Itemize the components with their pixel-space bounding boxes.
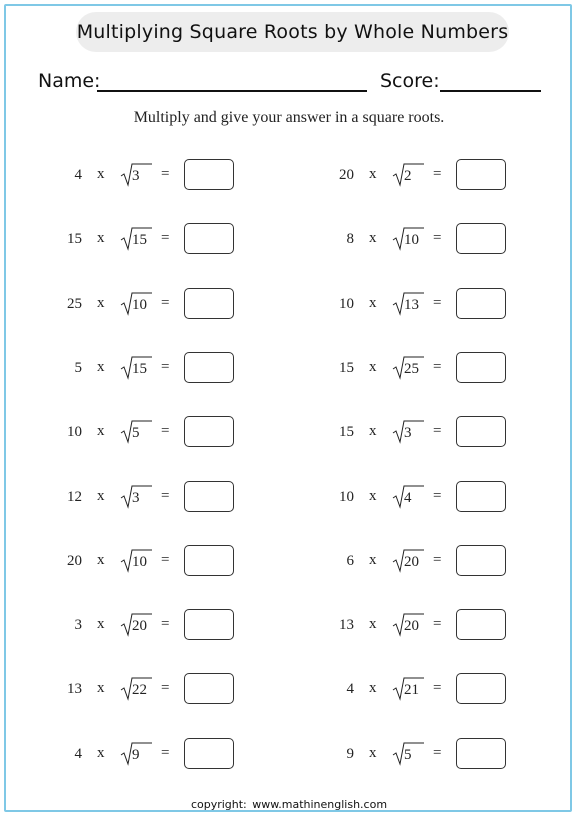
- equals-sign: =: [161, 359, 170, 375]
- answer-box[interactable]: [184, 545, 234, 576]
- square-root: [392, 290, 432, 316]
- name-label: Name:: [38, 70, 101, 92]
- problem-item: [0, 159, 260, 193]
- answer-box[interactable]: [184, 738, 234, 769]
- multiply-sign: x: [97, 616, 105, 632]
- problem-item: [272, 609, 532, 643]
- equals-sign: =: [161, 680, 170, 696]
- problem-item: [0, 288, 260, 322]
- problem-item: [272, 288, 532, 322]
- square-root: [120, 161, 160, 187]
- equals-sign: =: [433, 423, 442, 439]
- equals-sign: =: [161, 230, 170, 246]
- problem-item: [272, 416, 532, 450]
- equals-sign: =: [161, 616, 170, 632]
- multiply-sign: x: [97, 230, 105, 246]
- multiply-sign: x: [97, 423, 105, 439]
- whole-number: 6: [346, 553, 354, 569]
- multiply-sign: x: [97, 359, 105, 375]
- equals-sign: =: [161, 166, 170, 182]
- answer-box[interactable]: [456, 738, 506, 769]
- problem-item: [0, 609, 260, 643]
- square-root: [392, 354, 432, 380]
- equals-sign: =: [433, 359, 442, 375]
- square-root: [392, 161, 432, 187]
- problem-item: [272, 481, 532, 515]
- square-root: [120, 225, 160, 251]
- title-text: Multiplying Square Roots by Whole Numbers: [76, 21, 509, 43]
- answer-box[interactable]: [184, 673, 234, 704]
- equals-sign: =: [161, 423, 170, 439]
- score-label: Score:: [380, 70, 440, 92]
- footer: [0, 798, 578, 811]
- multiply-sign: x: [369, 745, 377, 761]
- equals-sign: =: [161, 295, 170, 311]
- score-line[interactable]: [440, 90, 541, 92]
- answer-box[interactable]: [184, 159, 234, 190]
- whole-number: 3: [74, 617, 82, 633]
- radicand: 3: [132, 168, 140, 184]
- radicand: 25: [404, 361, 419, 377]
- radicand: 10: [404, 232, 419, 248]
- square-root: [120, 418, 160, 444]
- answer-box[interactable]: [456, 352, 506, 383]
- whole-number: 10: [339, 296, 354, 312]
- equals-sign: =: [161, 488, 170, 504]
- radicand: 5: [404, 747, 412, 763]
- problem-item: [272, 352, 532, 386]
- equals-sign: =: [433, 488, 442, 504]
- whole-number: 9: [346, 746, 354, 762]
- radicand: 20: [404, 554, 419, 570]
- multiply-sign: x: [97, 745, 105, 761]
- problem-item: [0, 352, 260, 386]
- radicand: 15: [132, 361, 147, 377]
- square-root: [120, 354, 160, 380]
- whole-number: 13: [339, 617, 354, 633]
- multiply-sign: x: [97, 166, 105, 182]
- answer-box[interactable]: [456, 288, 506, 319]
- whole-number: 5: [74, 360, 82, 376]
- multiply-sign: x: [369, 166, 377, 182]
- whole-number: 15: [339, 360, 354, 376]
- multiply-sign: x: [369, 230, 377, 246]
- site-link[interactable]: www.mathinenglish.com: [252, 798, 388, 811]
- answer-box[interactable]: [456, 159, 506, 190]
- whole-number: 15: [67, 231, 82, 247]
- problem-item: [0, 545, 260, 579]
- multiply-sign: x: [97, 680, 105, 696]
- whole-number: 10: [67, 424, 82, 440]
- radicand: 21: [404, 682, 419, 698]
- square-root: [120, 611, 160, 637]
- answer-box[interactable]: [184, 352, 234, 383]
- answer-box[interactable]: [456, 609, 506, 640]
- radicand: 20: [404, 618, 419, 634]
- equals-sign: =: [433, 680, 442, 696]
- equals-sign: =: [433, 295, 442, 311]
- equals-sign: =: [433, 230, 442, 246]
- multiply-sign: x: [97, 295, 105, 311]
- whole-number: 10: [339, 489, 354, 505]
- instructions: Multiply and give your answer in a square roots.: [133, 109, 445, 126]
- whole-number: 8: [346, 231, 354, 247]
- radicand: 22: [132, 682, 147, 698]
- answer-box[interactable]: [456, 481, 506, 512]
- equals-sign: =: [433, 166, 442, 182]
- answer-box[interactable]: [184, 288, 234, 319]
- square-root: [392, 225, 432, 251]
- square-root: [392, 611, 432, 637]
- multiply-sign: x: [369, 488, 377, 504]
- problem-item: [0, 738, 260, 772]
- problem-item: [0, 223, 260, 257]
- problem-item: [272, 673, 532, 707]
- whole-number: 4: [74, 167, 82, 183]
- radicand: 4: [404, 490, 412, 506]
- square-root: [392, 675, 432, 701]
- radicand: 5: [132, 425, 140, 441]
- problem-item: [272, 545, 532, 579]
- square-root: [392, 483, 432, 509]
- answer-box[interactable]: [456, 673, 506, 704]
- radicand: 9: [132, 747, 140, 763]
- whole-number: 25: [67, 296, 82, 312]
- radicand: 10: [132, 554, 147, 570]
- radicand: 3: [404, 425, 412, 441]
- multiply-sign: x: [369, 616, 377, 632]
- square-root: [392, 418, 432, 444]
- answer-box[interactable]: [456, 223, 506, 254]
- radicand: 20: [132, 618, 147, 634]
- square-root: [392, 547, 432, 573]
- equals-sign: =: [433, 745, 442, 761]
- whole-number: 20: [339, 167, 354, 183]
- whole-number: 4: [74, 746, 82, 762]
- problem-item: [272, 159, 532, 193]
- answer-box[interactable]: [184, 223, 234, 254]
- square-root: [392, 740, 432, 766]
- problem-item: [272, 223, 532, 257]
- square-root: [120, 483, 160, 509]
- square-root: [120, 740, 160, 766]
- problem-item: [0, 416, 260, 450]
- radicand: 3: [132, 490, 140, 506]
- problem-item: [0, 673, 260, 707]
- equals-sign: =: [161, 552, 170, 568]
- equals-sign: =: [433, 616, 442, 632]
- copyright-label: copyright:: [190, 798, 247, 811]
- square-root: [120, 547, 160, 573]
- answer-box[interactable]: [456, 545, 506, 576]
- square-root: [120, 675, 160, 701]
- radicand: 15: [132, 232, 147, 248]
- problem-item: [272, 738, 532, 772]
- multiply-sign: x: [369, 423, 377, 439]
- answer-box[interactable]: [456, 416, 506, 447]
- whole-number: 13: [67, 681, 82, 697]
- name-line[interactable]: [97, 90, 367, 92]
- whole-number: 20: [67, 553, 82, 569]
- multiply-sign: x: [369, 552, 377, 568]
- radicand: 13: [404, 297, 419, 313]
- multiply-sign: x: [369, 680, 377, 696]
- answer-box[interactable]: [184, 609, 234, 640]
- answer-box[interactable]: [184, 481, 234, 512]
- worksheet-title: [76, 12, 509, 52]
- square-root: [120, 290, 160, 316]
- equals-sign: =: [433, 552, 442, 568]
- multiply-sign: x: [97, 552, 105, 568]
- whole-number: 4: [346, 681, 354, 697]
- multiply-sign: x: [369, 359, 377, 375]
- answer-box[interactable]: [184, 416, 234, 447]
- whole-number: 12: [67, 489, 82, 505]
- multiply-sign: x: [369, 295, 377, 311]
- radicand: 10: [132, 297, 147, 313]
- radicand: 2: [404, 168, 412, 184]
- equals-sign: =: [161, 745, 170, 761]
- whole-number: 15: [339, 424, 354, 440]
- problem-item: [0, 481, 260, 515]
- multiply-sign: x: [97, 488, 105, 504]
